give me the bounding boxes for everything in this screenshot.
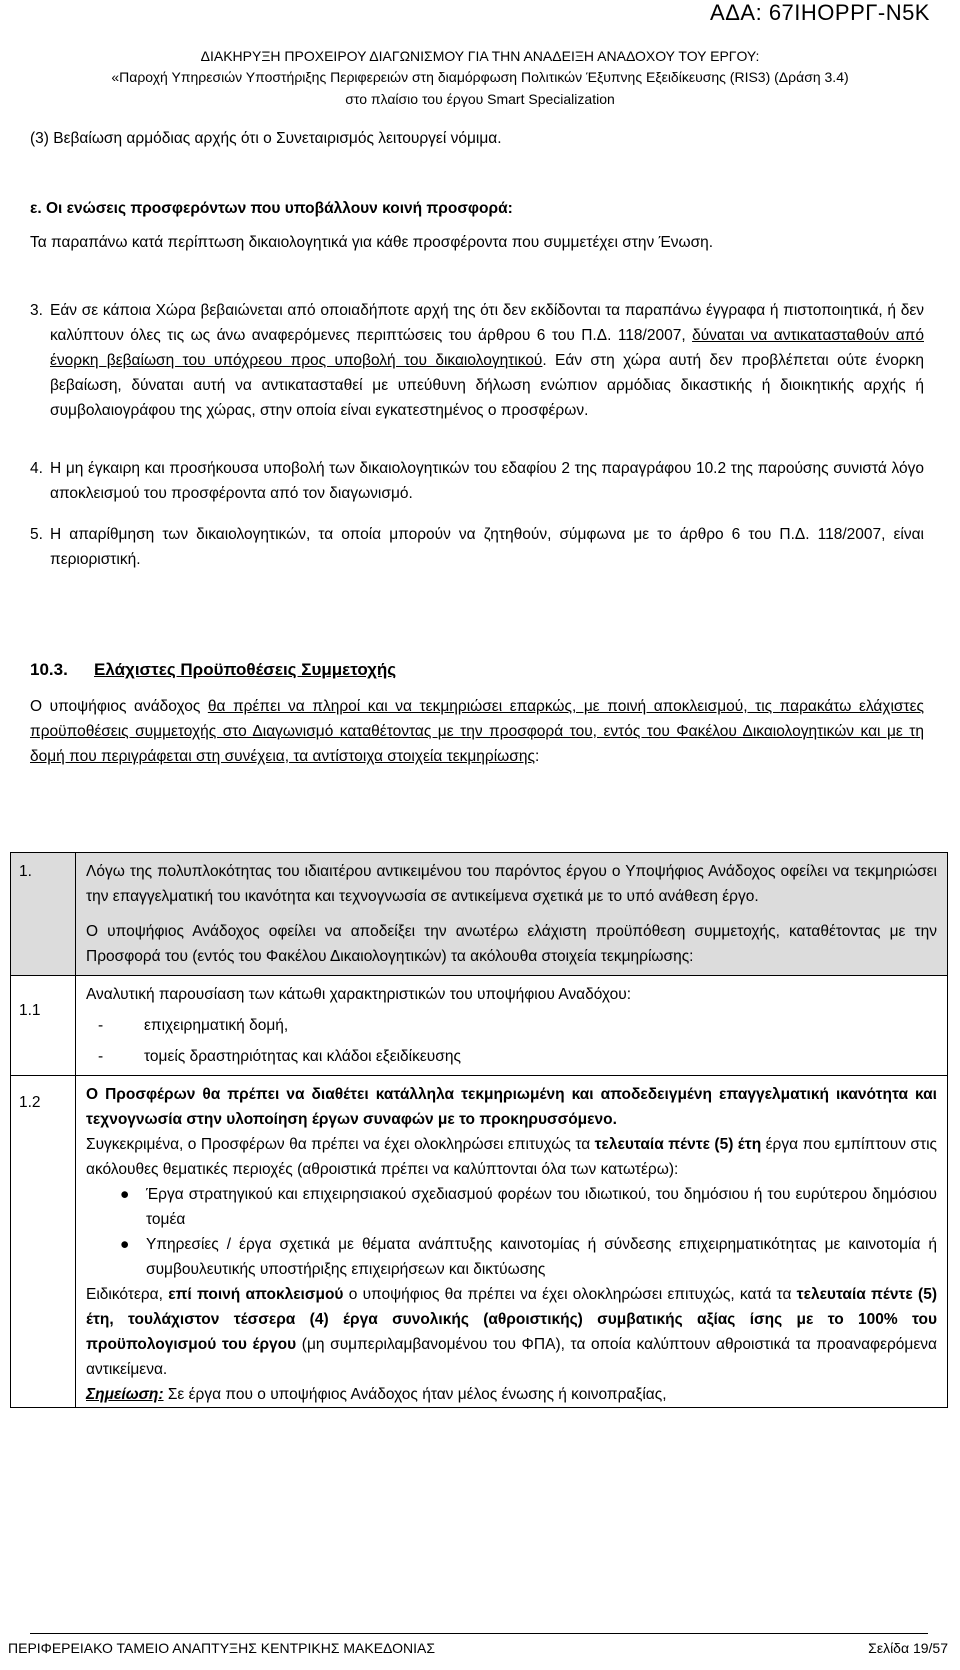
paragraph-3-text-a: Εάν σε κάποια Χώρα βεβαιώνεται από οποιαδήποτε αρχή της ότι δεν εκδίδονται τα παραπάνω έγγραφα ή πιστοποιητικά, ή δεν καλύπτουν όλες τις ως άνω αναφερόμενες περιπτώσεις του άρθρου 6 του Π.Δ. 118/2007,	[50, 302, 924, 344]
paragraph-3	[30, 298, 924, 423]
section-number: 10.3.	[30, 660, 68, 679]
list-item	[86, 1013, 937, 1038]
row-content	[76, 976, 948, 1076]
footer-organization: ΠΕΡΙΦΕΡΕΙΑΚΟ ΤΑΜΕΙΟ ΑΝΑΠΤΥΞΗΣ ΚΕΝΤΡΙΚΗΣ ΜΑΚΕΔΟΝΙΑΣ	[8, 1640, 435, 1656]
paragraph-3-underlined: δύναται να αντικατασταθούν από ένορκη βεβαίωση του υπόχρεου προς υποβολή του δικαιολογητικού	[50, 327, 924, 369]
row1-paragraph-2: Ο υποψήφιος Ανάδοχος οφείλει να αποδείξει την ανωτέρω ελάχιστη προϋπόθεση συμμετοχής, καταθέτοντας με την Προσφορά του (εντός του Φακέλου Δικαιολογητικών) τα ακόλουθα στοιχεία τεκμηρίωσης:	[86, 923, 937, 965]
list-item-text: Έργα στρατηγικού και επιχειρησιακού σχεδιασμού φορέων του ιδιωτικού, του δημόσιου ή του ευρύτερου δημόσιου τομέα	[146, 1186, 937, 1228]
section-10-3-intro	[30, 694, 924, 769]
section-10-3-heading	[30, 660, 396, 680]
dash-marker: -	[98, 1048, 104, 1065]
paragraph-5-text: Η απαρίθμηση των δικαιολογητικών, τα οποία μπορούν να ζητηθούν, σύμφωνα με το άρθρο 6 του Π.Δ. 118/2007, είναι περιοριστική.	[50, 526, 924, 568]
paragraph-4-text: Η μη έγκαιρη και προσήκουσα υποβολή των δικαιολογητικών του εδαφίου 2 της παραγράφου 10.2 της παρούσης συνιστά λόγο αποκλεισμού του προσφέροντα από τον διαγωνισμό.	[50, 460, 924, 502]
row1-paragraph-1: Λόγω της πολυπλοκότητας του ιδιαιτέρου αντικειμένου του παρόντος έργου ο Υποψήφιος Ανάδοχος οφείλει να τεκμηριώσει την επαγγελματική του ικανότητα και τεχνογνωσία σε αντικείμενα σχετικά με το υπό ανάθεση έργο.	[86, 863, 937, 905]
row-number: 1.2	[11, 1076, 76, 1408]
section-e-title: ε. Οι ενώσεις προσφερόντων που υποβάλλουν κοινή προσφορά:	[30, 200, 513, 217]
row-number: 1.1	[11, 976, 76, 1076]
note-label: Σημείωση:	[86, 1386, 164, 1403]
section-e-text: Τα παραπάνω κατά περίπτωση δικαιολογητικά για κάθε προσφέροντα που συμμετέχει στην Ένωση.	[30, 234, 714, 251]
footer-divider	[30, 1633, 928, 1634]
paragraph-5-number: 5.	[30, 526, 43, 543]
intro-text-a: Ο υποψήφιος ανάδοχος	[30, 698, 208, 715]
row-number: 1.	[11, 853, 76, 976]
row-content	[76, 1076, 948, 1408]
bullet-icon: ●	[120, 1236, 130, 1253]
intro-underlined: θα πρέπει να πληροί και να τεκμηριώσει επαρκώς, με ποινή αποκλεισμού, τις παρακάτω ελάχιστες προϋποθέσεις συμμετοχής στο Διαγωνισμό καταθέτοντας με την προσφορά του, εντός του Φακέλου Δικαιολογητικών και με τη δομή που περιγράφεται στη συνέχεια, τα αντίστοιχα στοιχεία τεκμηρίωσης	[30, 698, 924, 765]
row-content	[76, 853, 948, 976]
list-item-text: Υπηρεσίες / έργα σχετικά με θέματα ανάπτυξης καινοτομίας ή σύνδεσης επιχειρηματικότητας με καινοτομία ή συμβουλευτικής υποστήριξης επιχειρήσεων και δικτύωσης	[146, 1236, 937, 1278]
paragraph-5	[30, 522, 924, 572]
bullet-icon: ●	[120, 1186, 130, 1203]
table-row	[11, 853, 948, 976]
paragraph-4-number: 4.	[30, 460, 43, 477]
paragraph-3-number: 3.	[30, 302, 43, 319]
row11-intro: Αναλυτική παρουσίαση των κάτωθι χαρακτηριστικών του υποψήφιου Αναδόχου:	[86, 986, 632, 1003]
paragraph-4	[30, 456, 924, 506]
table-row	[11, 976, 948, 1076]
list-item	[86, 1044, 937, 1069]
dash-marker: -	[98, 1017, 104, 1034]
ada-code: ΑΔΑ: 67ΙΗΟΡΡΓ-Ν5Κ	[710, 0, 930, 25]
list-item-text: τομείς δραστηριότητας και κλάδοι εξειδίκευσης	[144, 1048, 461, 1065]
row12-note	[86, 1382, 937, 1407]
requirements-table	[10, 852, 948, 1408]
section-title: Ελάχιστες Προϋποθέσεις Συμμετοχής	[94, 660, 397, 679]
table-row	[11, 1076, 948, 1408]
row12-paragraph-2: Συγκεκριμένα, ο Προσφέρων θα πρέπει να έχει ολοκληρώσει επιτυχώς τα τελευταία πέντε (5) έτη έργα που εμπίπτουν στις ακόλουθες θεματικές περιοχές (αθροιστικά πρέπει να καλύπτονται όλα των κατωτέρω):	[86, 1136, 938, 1178]
header-line-2: «Παροχή Υπηρεσιών Υποστήριξης Περιφερειών στη διαμόρφωση Πολιτικών Έξυπνης Εξειδίκευσης (RIS3) (Δράση 3.4)	[111, 69, 849, 85]
list-item	[86, 1182, 937, 1232]
list-item	[86, 1232, 937, 1282]
cooperative-certificate-item: (3) Βεβαίωση αρμόδιας αρχής ότι ο Συνεταιρισμός λειτουργεί νόμιμα.	[30, 130, 502, 147]
row12-bold-intro: Ο Προσφέρων θα πρέπει να διαθέτει κατάλληλα τεκμηριωμένη και αποδεδειγμένη επαγγελματική ικανότητα και τεχνογνωσία στην υλοποίηση έργων συναφών με το προκηρυσσόμενο.	[86, 1086, 937, 1128]
intro-text-b: :	[534, 748, 540, 765]
row12-paragraph-3: Ειδικότερα, επί ποινή αποκλεισμού ο υποψήφιος θα πρέπει να έχει ολοκληρώσει επιτυχώς, κατά τα τελευταία πέντε (5) έτη, τουλάχιστον τέσσερα (4) έργα συνολικής (αθροιστικής) συμβατικής αξίας ίσης με το 100% του προϋπολογισμού του έργου (μη συμπεριλαμβανομένου του ΦΠΑ), τα οποία καλύπτουν αθροιστικά τα προαναφερόμενα αντικείμενα.	[86, 1286, 937, 1378]
header-line-1: ΔΙΑΚΗΡΥΞΗ ΠΡΟΧΕΙΡΟΥ ΔΙΑΓΩΝΙΣΜΟΥ ΓΙΑ ΤΗΝ ΑΝΑΔΕΙΞΗ ΑΝΑΔΟΧΟΥ ΤΟΥ ΕΡΓΟΥ:	[200, 48, 760, 64]
page-number: Σελίδα 19/57	[868, 1640, 948, 1656]
header-line-3: στο πλαίσιο του έργου Smart Specialization	[345, 91, 615, 107]
paragraph-3-text-b: . Εάν στη χώρα αυτή δεν προβλέπεται ούτε ένορκη βεβαίωση, δύναται αυτή να αντικατασταθεί με υπεύθυνη δήλωση ενώπιον αρμόδιας δικαστικής ή διοικητικής αρχής ή συμβολαιογράφου της χώρας, στην οποία είναι εγκατεστημένος ο προσφέρων.	[50, 352, 924, 419]
list-item-text: επιχειρηματική δομή,	[144, 1017, 289, 1034]
note-text: Σε έργα που ο υποψήφιος Ανάδοχος ήταν μέλος ένωσης ή κοινοπραξίας,	[163, 1386, 667, 1403]
